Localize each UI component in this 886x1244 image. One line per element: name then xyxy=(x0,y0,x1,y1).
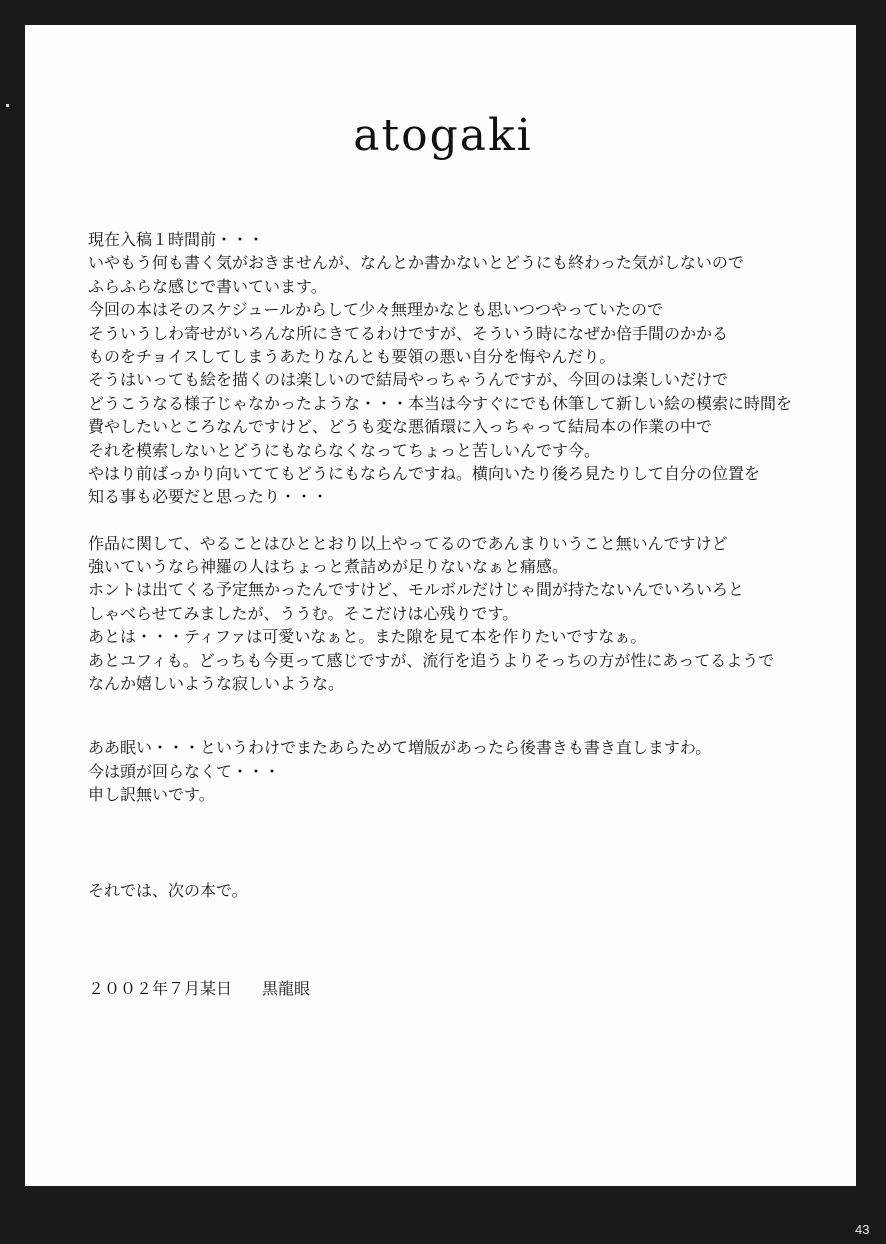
text-line: 申し訳無いです。 xyxy=(88,785,215,805)
page-number: 43 xyxy=(855,1222,870,1237)
text-line: 今回の本はそのスケジュールからして少々無理かなとも思いつつやっていたので xyxy=(88,300,664,320)
text-line: 知る事も必要だと思ったり・・・ xyxy=(88,487,329,507)
text-line: いやもう何も書く気がおきませんが、なんとか書かないとどうにも終わった気がしないので xyxy=(88,253,744,273)
text-line: しゃべらせてみましたが、ううむ。そこだけは心残りです。 xyxy=(88,603,519,623)
paragraph-3 xyxy=(88,736,858,806)
signature-date: ２００２年７月某日 xyxy=(88,978,233,998)
signature-line xyxy=(88,977,858,1000)
paragraph-gap xyxy=(88,695,858,736)
text-line: そうはいっても絵を描くのは楽しいので結局やっちゃうんですが、今回のは楽しいだけで xyxy=(88,370,729,390)
paragraph-gap xyxy=(88,902,858,977)
text-line: なんか嬉しいような寂しいような。 xyxy=(88,674,345,694)
text-line: 費やしたいところなんですけど、どうも変な悪循環に入っちゃって結局本の作業の中で xyxy=(88,417,713,437)
text-line: そういうしわ寄せがいろんな所にきてるわけですが、そういう時になぜか倍手間のかかる xyxy=(88,323,729,343)
text-line: ふらふらな感じで書いています。 xyxy=(88,276,327,296)
paragraph-2 xyxy=(88,532,858,696)
text-line: やはり前ばっかり向いててもどうにもならんですね。横向いたり後ろ見たりして自分の位置を xyxy=(88,463,761,483)
paragraph-1 xyxy=(88,228,858,509)
text-line: ホントは出てくる予定無かったんですけど、モルボルだけじゃ間が持たないんでいろいろと xyxy=(88,580,745,600)
text-line: それを模索しないとどうにもならなくなってちょっと苦しいんです今。 xyxy=(88,440,601,460)
paragraph-4 xyxy=(88,879,858,902)
paragraph-gap xyxy=(88,509,858,532)
scan-speck xyxy=(6,104,9,107)
page-title: atogaki xyxy=(353,110,533,161)
text-line: 作品に関して、やることはひととおり以上やってるのであんまりいうこと無いんですけど xyxy=(88,533,728,553)
text-line: それでは、次の本で。 xyxy=(88,880,248,900)
text-line: あとユフィも。どっちも今更って感じですが、流行を追うよりそっちの方が性にあってるようで xyxy=(88,650,775,670)
afterword-body xyxy=(88,228,858,1000)
paragraph-gap xyxy=(88,807,858,879)
text-line: 現在入稿１時間前・・・ xyxy=(88,230,265,249)
text-line: ものをチョイスしてしまうあたりなんとも要領の悪い自分を悔やんだり。 xyxy=(88,346,616,366)
signature-author: 黒龍眼 xyxy=(262,978,311,998)
text-line: 今は頭が回らなくて・・・ xyxy=(88,761,281,781)
text-line: どうこうなる様子じゃなかったような・・・本当は今すぐにでも休筆して新しい絵の模索に時間を xyxy=(88,393,793,413)
text-line: ああ眠い・・・というわけでまたあらためて増版があったら後書きも書き直しますわ。 xyxy=(88,738,712,758)
text-line: あとは・・・ティファは可愛いなぁと。また隙を見て本を作りたいですなぁ。 xyxy=(88,627,647,647)
text-line: 強いていうなら神羅の人はちょっと煮詰めが足りないなぁと痛感。 xyxy=(88,557,569,577)
